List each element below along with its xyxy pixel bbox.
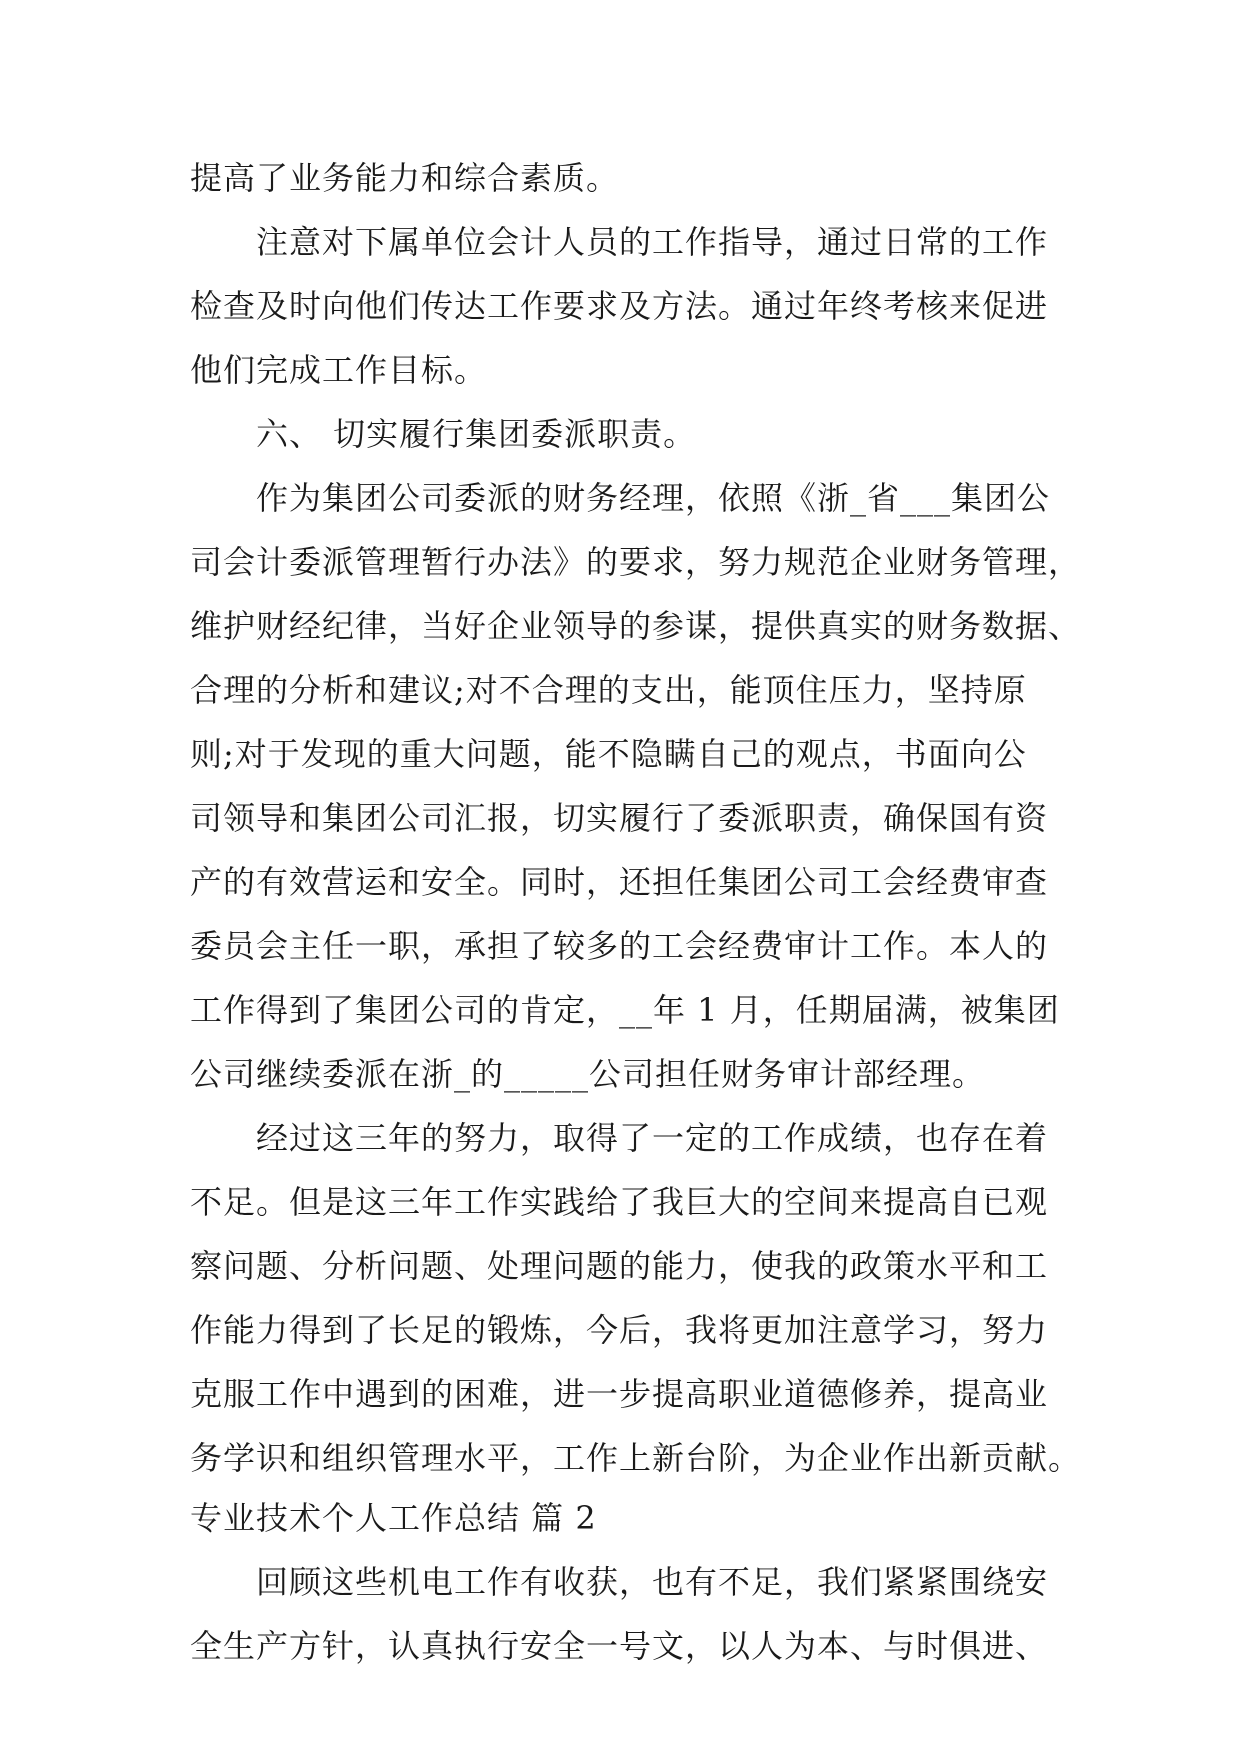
paragraph-line: 维护财经纪律，当好企业领导的参谋，提供真实的财务数据、	[190, 607, 1082, 645]
paragraph-line: 产的有效营运和安全。同时，还担任集团公司工会经费审查	[190, 863, 1049, 901]
paragraph-line: 提高了业务能力和综合素质。	[190, 159, 620, 197]
paragraph-line: 注意对下属单位会计人员的工作指导，通过日常的工作	[256, 223, 1049, 261]
paragraph-line: 司领导和集团公司汇报，切实履行了委派职责，确保国有资	[190, 799, 1049, 837]
paragraph-line: 经过这三年的努力，取得了一定的工作成绩，也存在着	[256, 1119, 1049, 1157]
paragraph-line: 司会计委派管理暂行办法》的要求，努力规范企业财务管理，	[190, 543, 1082, 581]
paragraph-line: 委员会主任一职，承担了较多的工会经费审计工作。本人的	[190, 927, 1049, 965]
paragraph-line: 合理的分析和建议;对不合理的支出，能顶住压力，坚持原	[190, 671, 1027, 709]
paragraph-line: 公司继续委派在浙_的_____公司担任财务审计部经理。	[190, 1055, 986, 1093]
paragraph-line: 作能力得到了长足的锻炼，今后，我将更加注意学习，努力	[190, 1311, 1049, 1349]
paragraph-line: 全生产方针，认真执行安全一号文，以人为本、与时俱进、	[190, 1627, 1049, 1665]
article-title: 专业技术个人工作总结 篇 2	[190, 1499, 597, 1537]
paragraph-line: 不足。但是这三年工作实践给了我巨大的空间来提高自已观	[190, 1183, 1049, 1221]
paragraph-line: 作为集团公司委派的财务经理，依照《浙_省___集团公	[256, 479, 1051, 517]
paragraph-line: 则;对于发现的重大问题，能不隐瞒自己的观点，书面向公	[190, 735, 1027, 773]
paragraph-line: 察问题、分析问题、处理问题的能力，使我的政策水平和工	[190, 1247, 1049, 1285]
paragraph-line: 务学识和组织管理水平，工作上新台阶，为企业作出新贡献。	[190, 1439, 1082, 1477]
paragraph-line: 工作得到了集团公司的肯定，__年 1 月，任期届满，被集团	[190, 991, 1060, 1029]
section-heading: 六、 切实履行集团委派职责。	[256, 415, 697, 453]
paragraph-line: 他们完成工作目标。	[190, 351, 488, 389]
paragraph-line: 克服工作中遇到的困难，进一步提高职业道德修养，提高业	[190, 1375, 1049, 1413]
paragraph-line: 检查及时向他们传达工作要求及方法。通过年终考核来促进	[190, 287, 1049, 325]
paragraph-line: 回顾这些机电工作有收获，也有不足，我们紧紧围绕安	[256, 1563, 1049, 1601]
